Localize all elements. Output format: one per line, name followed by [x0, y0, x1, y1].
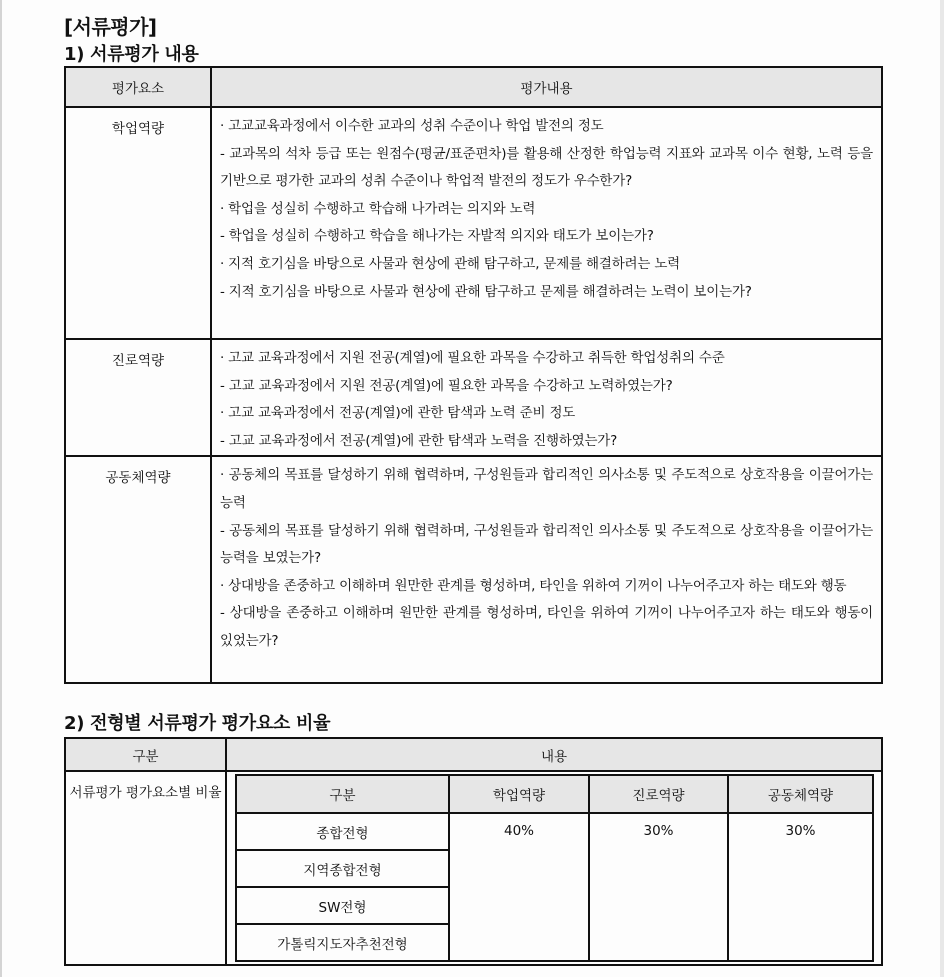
row-label: 학업역량 — [65, 107, 211, 339]
row-content — [211, 456, 882, 683]
table-header-row — [65, 738, 882, 771]
header-category: 구분 — [65, 738, 226, 771]
section1-title: 1) 서류평가 내용 — [64, 44, 199, 65]
ratio-inner-table — [235, 774, 874, 962]
admission-type: 가톨릭지도자추천전형 — [236, 924, 449, 961]
table-row-community — [65, 456, 882, 683]
section-title: [서류평가] — [64, 15, 157, 39]
content-line: - 공동체의 목표를 달성하기 위해 협력하며, 구성원들과 합리적인 의사소통 및 주도적으로 상호작용을 이끌어가는 능력을 보였는가? — [220, 522, 873, 567]
content-line: · 고교교육과정에서 이수한 교과의 성취 수준이나 학업 발전의 정도 — [220, 118, 604, 134]
career-ratio: 30% — [589, 813, 728, 961]
row-content — [211, 107, 882, 339]
evaluation-content-table — [64, 66, 883, 684]
community-ratio: 30% — [728, 813, 873, 961]
row-label: 서류평가 평가요소별 비율 — [65, 771, 226, 965]
section2-title: 2) 전형별 서류평가 평가요소 비율 — [64, 713, 331, 734]
table-row-ratio — [65, 771, 882, 965]
header-eval-element: 평가요소 — [65, 67, 211, 107]
academic-ratio: 40% — [449, 813, 589, 961]
admission-type: 지역종합전형 — [236, 850, 449, 887]
content-line: · 지적 호기심을 바탕으로 사물과 현상에 관해 탐구하고, 문제를 해결하려는 노력 — [220, 255, 681, 272]
inner-header-career: 진로역량 — [589, 775, 728, 813]
content-line: · 학업을 성실히 수행하고 학습해 나가려는 의지와 노력 — [220, 200, 536, 217]
inner-header-row — [236, 775, 873, 813]
content-line: · 공동체의 목표를 달성하기 위해 협력하며, 구성원들과 합리적인 의사소통 및 주도적으로 상호작용을 이끌어가는 능력 — [220, 467, 873, 511]
content-line: - 고교 교육과정에서 지원 전공(계열)에 필요한 과목을 수강하고 노력하였는가? — [220, 377, 673, 394]
header-eval-content: 평가내용 — [211, 67, 882, 107]
content-line: · 고교 교육과정에서 전공(계열)에 관한 탐색과 노력 준비 정도 — [220, 405, 576, 422]
content-line: · 고교 교육과정에서 지원 전공(계열)에 필요한 과목을 수강하고 취득한 학업성취의 수준 — [220, 350, 725, 366]
inner-table-cell — [226, 771, 882, 965]
content-line: - 상대방을 존중하고 이해하며 원만한 관계를 형성하며, 타인을 위하여 기꺼이 나누어주고자 하는 태도와 행동이 있었는가? — [220, 605, 873, 649]
row-label: 공동체역량 — [65, 456, 211, 683]
admission-type: 종합전형 — [236, 813, 449, 850]
header-content: 내용 — [226, 738, 882, 771]
content-line: - 지적 호기심을 바탕으로 사물과 현상에 관해 탐구하고 문제를 해결하려는 노력이 보이는가? — [220, 283, 752, 300]
table-row-academic — [65, 107, 882, 339]
page-right-edge — [940, 0, 944, 977]
table-header-row — [65, 67, 882, 107]
page-left-edge — [0, 0, 2, 977]
content-line: - 교과목의 석차 등급 또는 원점수(평균/표준편차)를 활용해 산정한 학업능력 지표와 교과목 이수 현황, 노력 등을 기반으로 평가한 교과의 성취 수준이나 학업적 발전의 정도가 우수한가? — [220, 145, 873, 190]
inner-row — [236, 813, 873, 850]
admission-type: SW전형 — [236, 887, 449, 924]
inner-header-community: 공동체역량 — [728, 775, 873, 813]
content-line: - 학업을 성실히 수행하고 학습을 해나가는 자발적 의지와 태도가 보이는가? — [220, 228, 654, 245]
content-line: - 고교 교육과정에서 전공(계열)에 관한 탐색과 노력을 진행하였는가? — [220, 432, 618, 449]
inner-header-academic: 학업역량 — [449, 775, 589, 813]
row-label: 진로역량 — [65, 339, 211, 456]
content-line: · 상대방을 존중하고 이해하며 원만한 관계를 형성하며, 타인을 위하여 기꺼이 나누어주고자 하는 태도와 행동 — [220, 577, 847, 594]
inner-header-category: 구분 — [236, 775, 449, 813]
ratio-table — [64, 737, 883, 966]
table-row-career — [65, 339, 882, 456]
row-content — [211, 339, 882, 456]
